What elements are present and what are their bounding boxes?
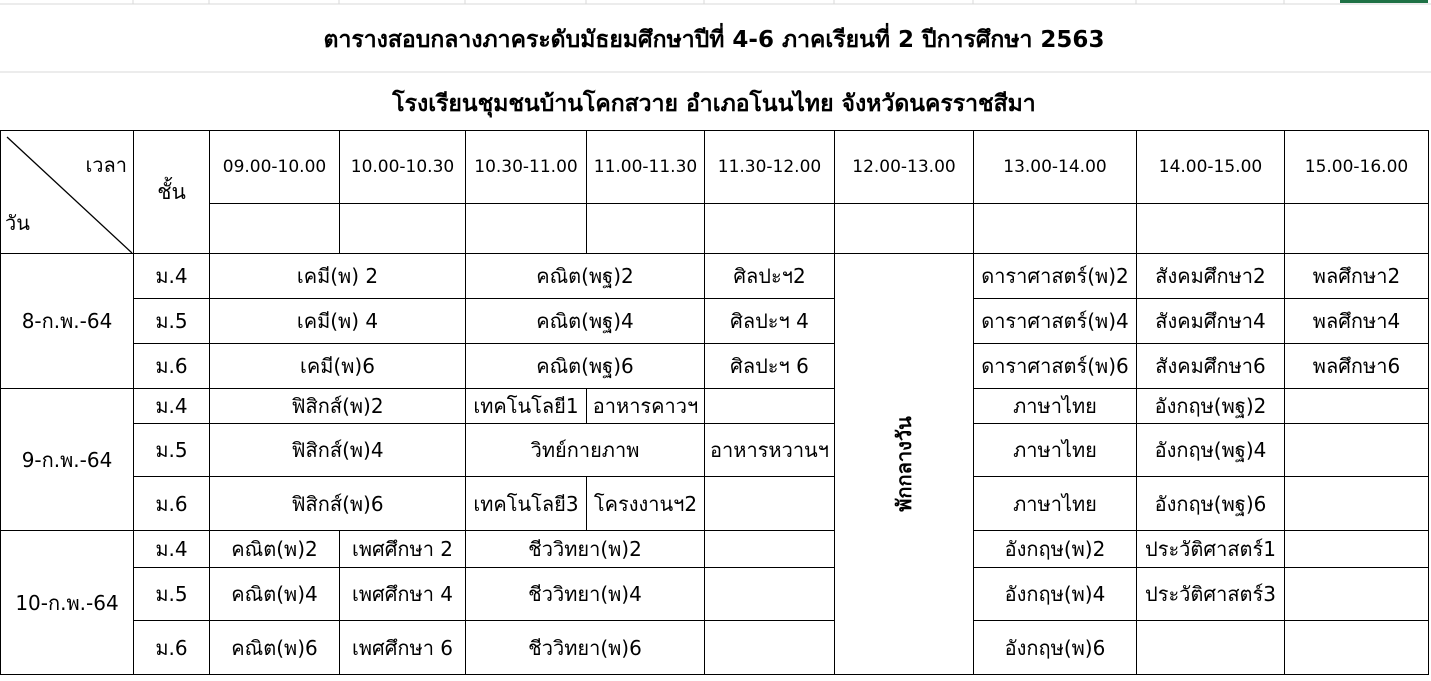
exam-subject	[1285, 568, 1429, 621]
exam-subject: อาหารหวานฯ	[705, 424, 835, 477]
exam-subject	[705, 389, 835, 424]
exam-date: 9-ก.พ.-64	[1, 389, 134, 531]
exam-subject: อังกฤษ(พ)6	[974, 621, 1137, 675]
grade-cell: ม.4	[134, 254, 210, 299]
exam-subject: อังกฤษ(พ)4	[974, 568, 1137, 621]
exam-subject	[705, 621, 835, 675]
grade-cell: ม.4	[134, 389, 210, 424]
exam-subject: สังคมศึกษา2	[1137, 254, 1285, 299]
exam-subject: ดาราศาสตร์(พ)2	[974, 254, 1137, 299]
slot-header: 14.00-15.00	[1137, 131, 1285, 204]
exam-subject: สังคมศึกษา4	[1137, 299, 1285, 344]
exam-subject: คณิต(พ)4	[210, 568, 340, 621]
exam-subject: ดาราศาสตร์(พ)6	[974, 344, 1137, 389]
exam-subject	[1285, 424, 1429, 477]
exam-subject: ฟิสิกส์(พ)6	[210, 477, 466, 531]
exam-subject	[705, 477, 835, 531]
exam-subject: ชีววิทยา(พ)6	[466, 621, 705, 675]
exam-subject: คณิต(พฐ)2	[466, 254, 705, 299]
school-subtitle: โรงเรียนชุมชนบ้านโคกสวาย อำเภอโนนไทย จังหวัดนครราชสีมา	[392, 91, 1036, 117]
exam-subject: พลศึกษา2	[1285, 254, 1429, 299]
grade-cell: ม.6	[134, 621, 210, 675]
grade-cell: ม.5	[134, 299, 210, 344]
slot-header: 11.00-11.30	[587, 131, 705, 204]
exam-subject: วิทย์กายภาพ	[466, 424, 705, 477]
grade-cell: ม.5	[134, 424, 210, 477]
exam-subject	[1285, 531, 1429, 568]
exam-subject: พลศึกษา4	[1285, 299, 1429, 344]
exam-subject	[705, 568, 835, 621]
exam-subject: ประวัติศาสตร์3	[1137, 568, 1285, 621]
exam-subject	[705, 531, 835, 568]
slot-header: 09.00-10.00	[210, 131, 340, 204]
grade-cell: ม.6	[134, 344, 210, 389]
exam-date: 10-ก.พ.-64	[1, 531, 134, 675]
slot-header: 12.00-13.00	[835, 131, 974, 204]
time-axis-label: เวลา	[85, 153, 127, 177]
grade-cell: ม.5	[134, 568, 210, 621]
exam-subject: คณิต(พฐ)4	[466, 299, 705, 344]
exam-subject: คณิต(พฐ)6	[466, 344, 705, 389]
exam-subject	[1137, 621, 1285, 675]
exam-subject: ฟิสิกส์(พ)4	[210, 424, 466, 477]
exam-subject: เคมี(พ) 4	[210, 299, 466, 344]
exam-subject: ภาษาไทย	[974, 424, 1137, 477]
exam-subject: ประวัติศาสตร์1	[1137, 531, 1285, 568]
exam-subject: อังกฤษ(พฐ)2	[1137, 389, 1285, 424]
exam-subject: อังกฤษ(พ)2	[974, 531, 1137, 568]
exam-subject: ฟิสิกส์(พ)2	[210, 389, 466, 424]
slot-header: 10.30-11.00	[466, 131, 587, 204]
exam-date: 8-ก.พ.-64	[1, 254, 134, 389]
exam-subject: เพศศึกษา 2	[340, 531, 466, 568]
exam-subject: ชีววิทยา(พ)2	[466, 531, 705, 568]
slot-header: 13.00-14.00	[974, 131, 1137, 204]
exam-subject: ดาราศาสตร์(พ)4	[974, 299, 1137, 344]
exam-subject: อาหารคาวฯ	[587, 389, 705, 424]
day-axis-label: วัน	[5, 211, 30, 235]
exam-subject: เคมี(พ) 2	[210, 254, 466, 299]
slot-header: 15.00-16.00	[1285, 131, 1429, 204]
grade-cell: ม.6	[134, 477, 210, 531]
slot-header: 11.30-12.00	[705, 131, 835, 204]
exam-subject	[1285, 621, 1429, 675]
selection-accent	[1340, 0, 1428, 3]
slot-header: 10.00-10.30	[340, 131, 466, 204]
exam-subject: ภาษาไทย	[974, 389, 1137, 424]
exam-subject: เพศศึกษา 4	[340, 568, 466, 621]
exam-subject: ศิลปะฯ 4	[705, 299, 835, 344]
exam-subject: ภาษาไทย	[974, 477, 1137, 531]
exam-subject: ศิลปะฯ 6	[705, 344, 835, 389]
corner-header-cell	[1, 131, 134, 254]
lunch-break-cell	[835, 254, 974, 675]
lunch-break-label: พักกลางวัน	[892, 416, 916, 512]
exam-subject: โครงงานฯ2	[587, 477, 705, 531]
exam-subject: เทคโนโลยี3	[466, 477, 587, 531]
exam-subject: สังคมศึกษา6	[1137, 344, 1285, 389]
grade-header: ชั้น	[134, 131, 210, 254]
exam-subject: คณิต(พ)6	[210, 621, 340, 675]
exam-subject: คณิต(พ)2	[210, 531, 340, 568]
exam-subject: ชีววิทยา(พ)4	[466, 568, 705, 621]
exam-subject: อังกฤษ(พฐ)6	[1137, 477, 1285, 531]
exam-subject: อังกฤษ(พฐ)4	[1137, 424, 1285, 477]
exam-subject: ศิลปะฯ2	[705, 254, 835, 299]
exam-subject	[1285, 477, 1429, 531]
exam-schedule-table	[0, 130, 1429, 675]
grade-cell: ม.4	[134, 531, 210, 568]
exam-subject: เพศศึกษา 6	[340, 621, 466, 675]
page-title: ตารางสอบกลางภาคระดับมัธยมศึกษาปีที่ 4-6 ภาคเรียนที่ 2 ปีการศึกษา 2563	[323, 27, 1105, 53]
exam-subject: เคมี(พ)6	[210, 344, 466, 389]
exam-subject	[1285, 389, 1429, 424]
exam-subject: พลศึกษา6	[1285, 344, 1429, 389]
exam-subject: เทคโนโลยี1	[466, 389, 587, 424]
